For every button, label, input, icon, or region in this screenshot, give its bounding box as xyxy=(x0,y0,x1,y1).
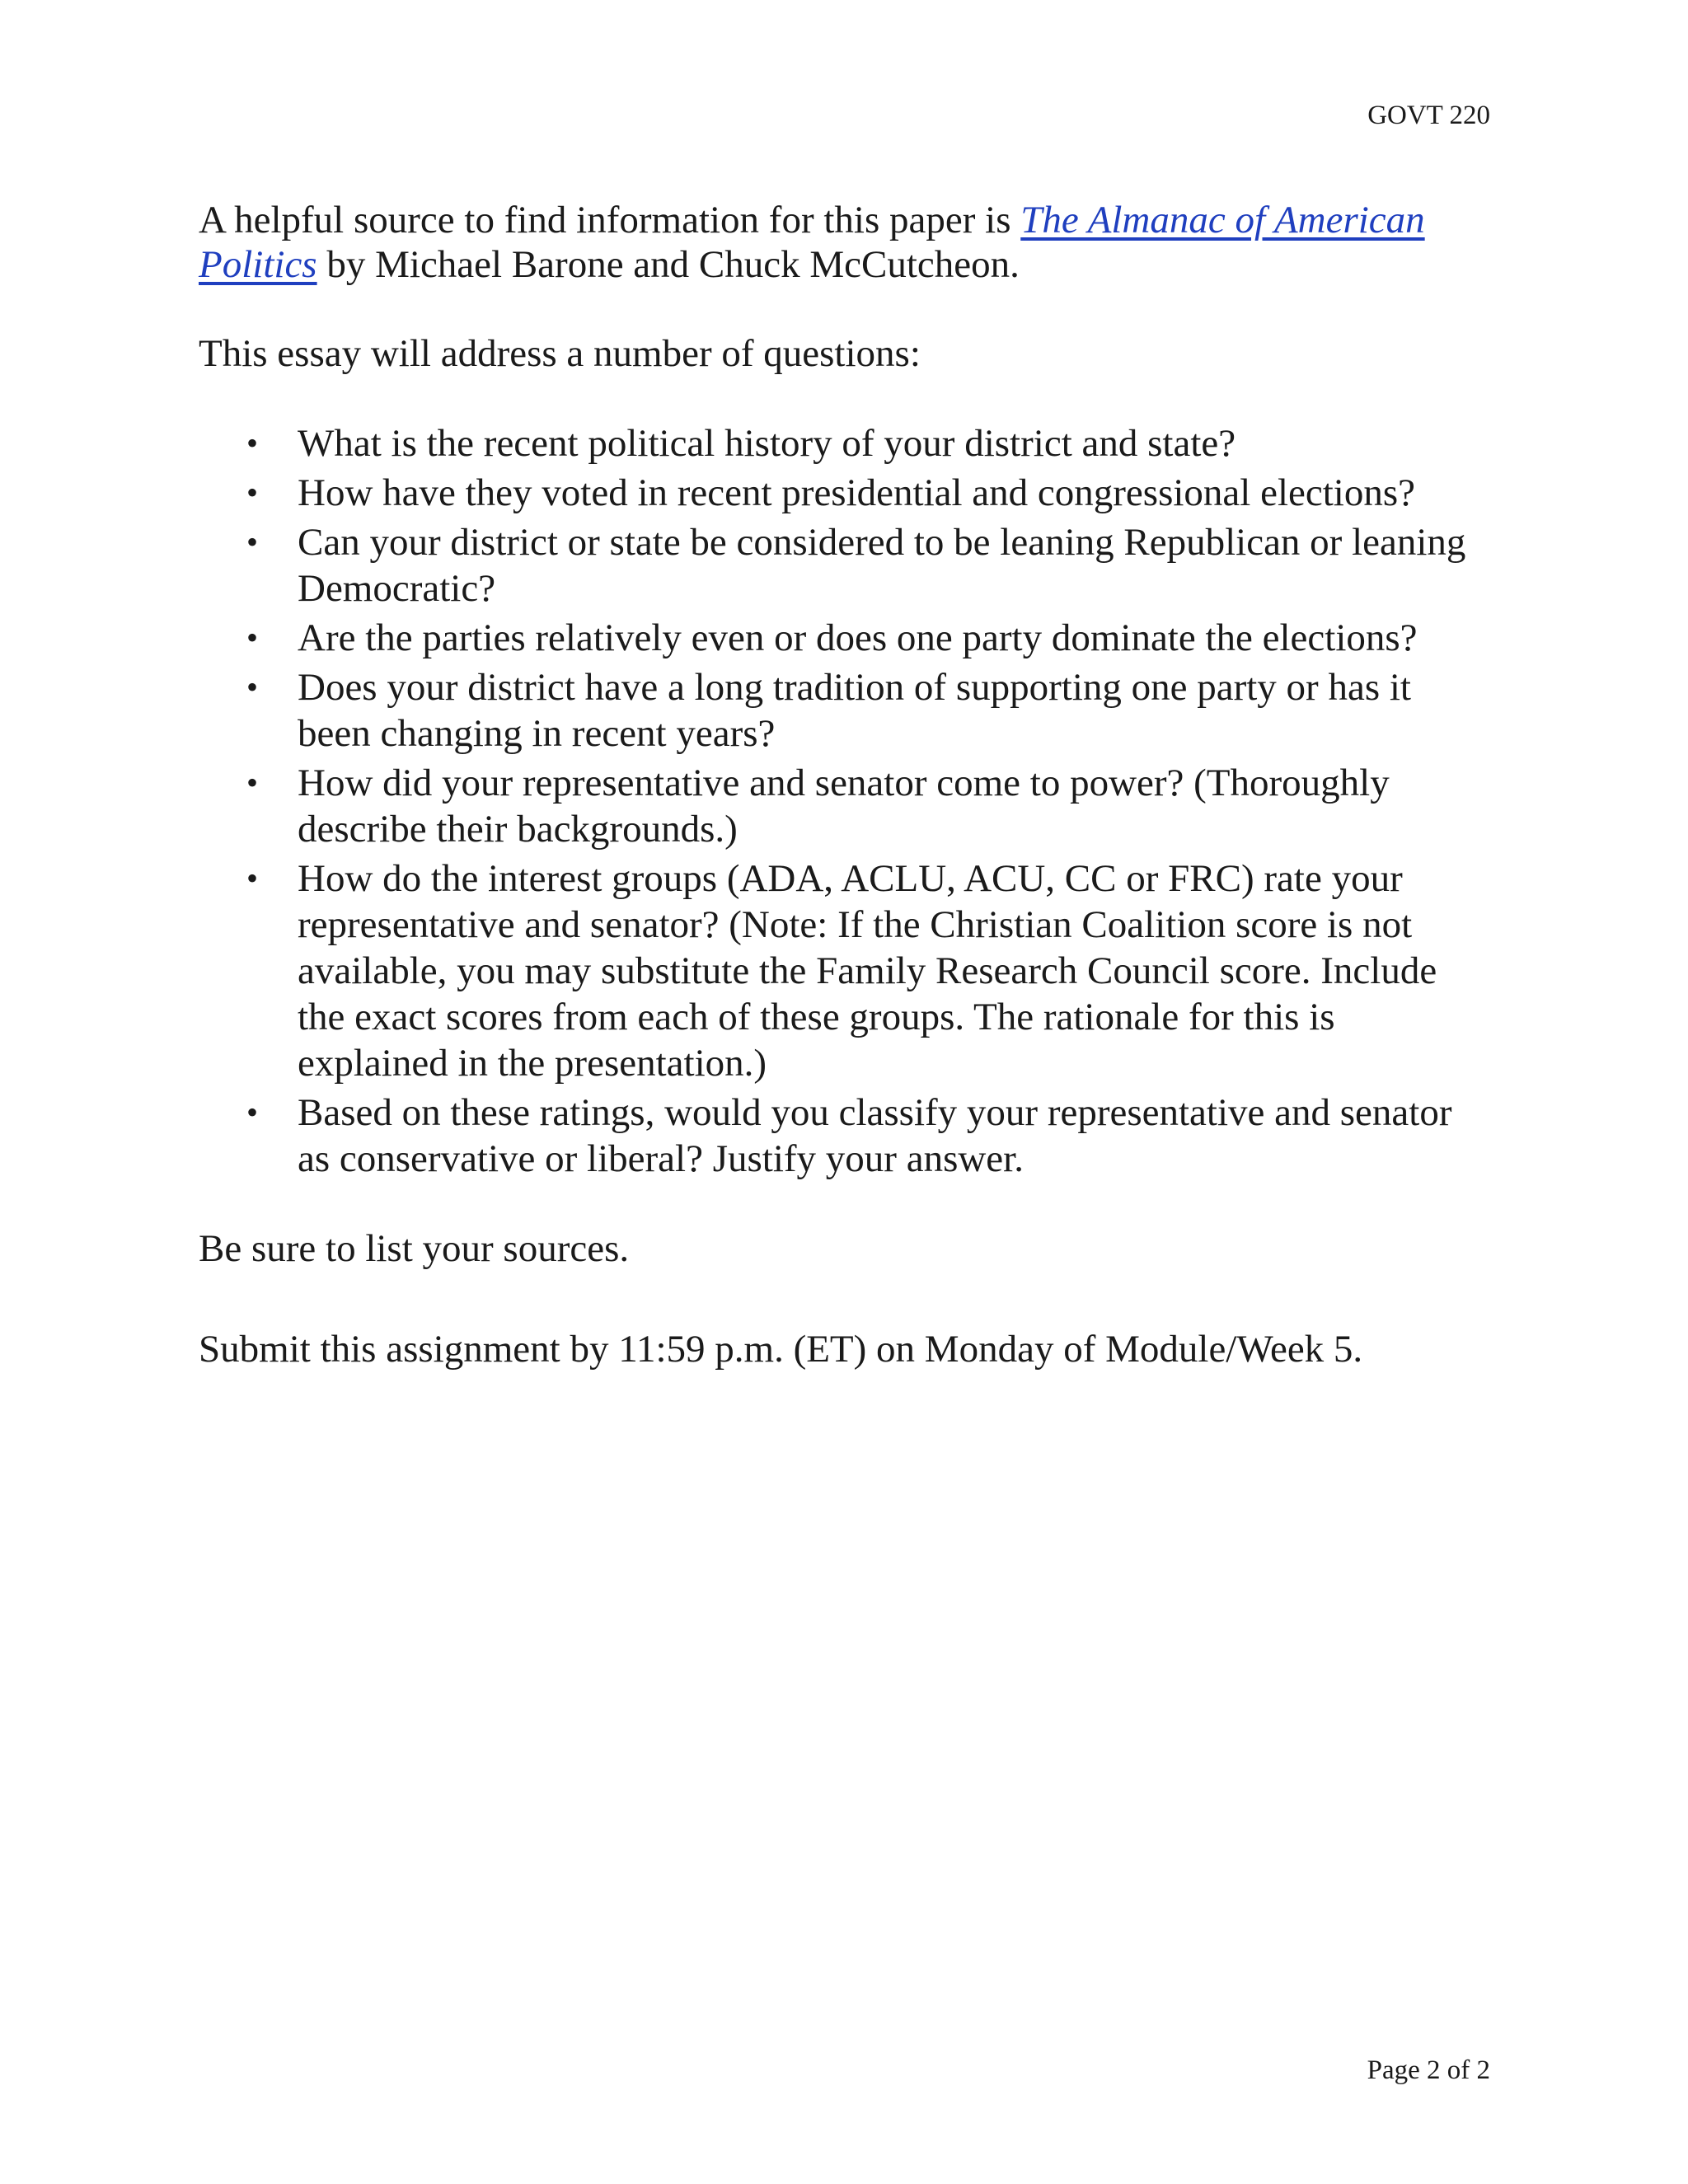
list-item xyxy=(246,760,1493,852)
almanac-book-link[interactable]: The Almanac of American Politics xyxy=(199,199,1425,286)
question-text: Can your district or state be considered to be leaning Republican or leaning Democratic? xyxy=(298,521,1466,610)
bullet-icon: • xyxy=(246,668,259,705)
question-text: Does your district have a long tradition of supporting one party or has it been changing in recent years? xyxy=(298,666,1411,755)
intro-trail-text: by Michael Barone and Chuck McCutcheon. xyxy=(316,243,1020,286)
question-text: How have they voted in recent presidential and congressional elections? xyxy=(298,471,1416,514)
page-indicator: Page 2 of 2 xyxy=(1367,2055,1490,2085)
question-text: How did your representative and senator come to power? (Thoroughly describe their backgrounds.) xyxy=(298,762,1390,851)
bullet-icon: • xyxy=(246,1094,259,1131)
intro-lead-text: A helpful source to find information for this paper is xyxy=(199,199,1021,241)
list-item xyxy=(246,420,1493,466)
document-body xyxy=(199,198,1493,1371)
questions-intro: This essay will address a number of questions: xyxy=(199,332,921,375)
sources-note: Be sure to list your sources. xyxy=(199,1227,630,1270)
question-text: Based on these ratings, would you classify your representative and senator as conservative or liberal? Justify your answer. xyxy=(298,1091,1452,1180)
question-text: Are the parties relatively even or does one party dominate the elections? xyxy=(298,616,1418,659)
bullet-icon: • xyxy=(246,523,259,560)
question-text: What is the recent political history of your district and state? xyxy=(298,422,1236,465)
bullet-icon: • xyxy=(246,860,259,897)
submission-note: Submit this assignment by 11:59 p.m. (ET) on Monday of Module/Week 5. xyxy=(199,1328,1363,1371)
bullet-icon: • xyxy=(246,764,259,801)
bullet-icon: • xyxy=(246,619,259,656)
list-item xyxy=(246,470,1493,516)
list-item xyxy=(246,615,1493,661)
course-code-header: GOVT 220 xyxy=(1367,101,1490,130)
bullet-icon: • xyxy=(246,424,259,462)
bullet-icon: • xyxy=(246,474,259,511)
question-text: How do the interest groups (ADA, ACLU, ACU, CC or FRC) rate your representative and senator? (Note: If the Christian Coalition score is not available, you may substitute the Family Research Council score. Include the exact scores from each of these groups. The rationale for this is explained in the presentation.) xyxy=(298,857,1437,1085)
list-item xyxy=(246,519,1493,612)
list-item xyxy=(246,855,1493,1086)
list-item xyxy=(246,1090,1493,1182)
list-item xyxy=(246,664,1493,757)
intro-paragraph xyxy=(199,198,1493,287)
questions-list xyxy=(199,420,1493,1182)
